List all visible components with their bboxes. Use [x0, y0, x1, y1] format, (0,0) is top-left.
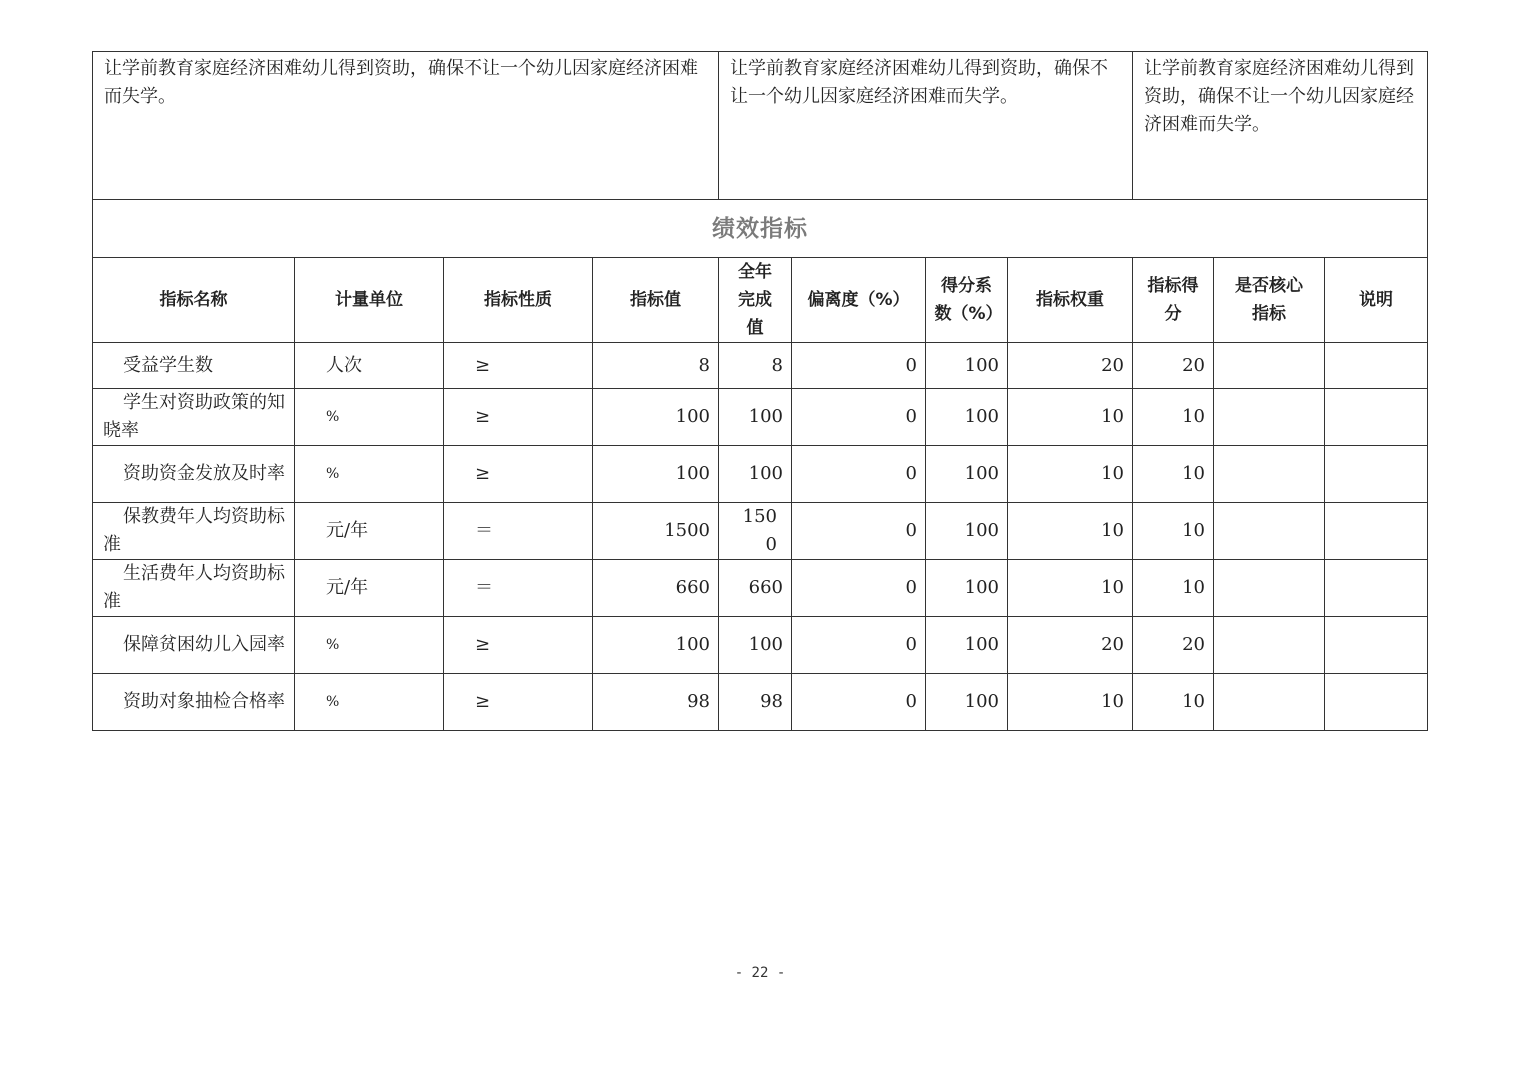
indicator-score: 10	[1133, 389, 1214, 446]
indicator-completed: 8	[719, 343, 792, 389]
header-weight: 指标权重	[1008, 258, 1133, 343]
indicator-unit: 元/年	[295, 503, 444, 560]
indicator-score: 10	[1133, 446, 1214, 503]
indicator-name: 资助对象抽检合格率	[93, 674, 295, 731]
indicator-coefficient: 100	[926, 674, 1008, 731]
indicator-value: 98	[593, 674, 719, 731]
indicator-nature: ＝	[444, 503, 593, 560]
table-row	[93, 674, 1428, 731]
table-row	[93, 343, 1428, 389]
indicator-coefficient: 100	[926, 503, 1008, 560]
header-coefficient: 得分系数（%）	[926, 258, 1008, 343]
indicator-note	[1325, 446, 1428, 503]
indicator-weight: 10	[1008, 674, 1133, 731]
table-row	[93, 503, 1428, 560]
page-number: - 22 -	[734, 965, 786, 981]
indicator-score: 10	[1133, 560, 1214, 617]
indicator-completed: 98	[719, 674, 792, 731]
indicator-coefficient: 100	[926, 560, 1008, 617]
table-row	[93, 446, 1428, 503]
indicator-core	[1214, 446, 1325, 503]
indicator-unit: %	[295, 617, 444, 674]
indicator-completed: 1500	[719, 503, 792, 560]
indicator-score: 10	[1133, 674, 1214, 731]
indicator-score: 20	[1133, 617, 1214, 674]
indicator-coefficient: 100	[926, 343, 1008, 389]
indicator-unit: 元/年	[295, 560, 444, 617]
performance-table	[92, 51, 1428, 731]
indicator-weight: 20	[1008, 343, 1133, 389]
indicator-unit: 人次	[295, 343, 444, 389]
indicator-weight: 10	[1008, 389, 1133, 446]
indicator-value: 1500	[593, 503, 719, 560]
indicator-nature: ≥	[444, 343, 593, 389]
goal-text-1: 让学前教育家庭经济困难幼儿得到资助，确保不让一个幼儿因家庭经济困难而失学。	[93, 52, 719, 200]
indicator-core	[1214, 503, 1325, 560]
indicator-weight: 10	[1008, 560, 1133, 617]
indicator-deviation: 0	[792, 617, 926, 674]
indicator-note	[1325, 560, 1428, 617]
indicator-value: 100	[593, 446, 719, 503]
indicator-name: 学生对资助政策的知晓率	[93, 389, 295, 446]
indicator-core	[1214, 389, 1325, 446]
indicator-name: 生活费年人均资助标准	[93, 560, 295, 617]
indicator-core	[1214, 343, 1325, 389]
indicator-deviation: 0	[792, 389, 926, 446]
indicator-core	[1214, 560, 1325, 617]
indicator-nature: ＝	[444, 560, 593, 617]
indicator-note	[1325, 674, 1428, 731]
header-nature: 指标性质	[444, 258, 593, 343]
indicator-unit: %	[295, 389, 444, 446]
indicator-nature: ≥	[444, 389, 593, 446]
indicator-completed: 100	[719, 617, 792, 674]
header-note: 说明	[1325, 258, 1428, 343]
indicator-note	[1325, 503, 1428, 560]
table-row	[93, 617, 1428, 674]
goal-text-3: 让学前教育家庭经济困难幼儿得到资助，确保不让一个幼儿因家庭经济困难而失学。	[1133, 52, 1428, 200]
header-name: 指标名称	[93, 258, 295, 343]
indicator-value: 8	[593, 343, 719, 389]
indicator-score: 20	[1133, 343, 1214, 389]
indicator-deviation: 0	[792, 674, 926, 731]
header-core: 是否核心指标	[1214, 258, 1325, 343]
indicator-coefficient: 100	[926, 446, 1008, 503]
indicator-unit: %	[295, 674, 444, 731]
section-row	[93, 200, 1428, 258]
indicator-nature: ≥	[444, 617, 593, 674]
indicator-value: 100	[593, 617, 719, 674]
indicator-coefficient: 100	[926, 389, 1008, 446]
indicator-weight: 10	[1008, 503, 1133, 560]
indicator-note	[1325, 617, 1428, 674]
indicator-deviation: 0	[792, 446, 926, 503]
header-deviation: 偏离度（%）	[792, 258, 926, 343]
indicator-weight: 20	[1008, 617, 1133, 674]
indicator-deviation: 0	[792, 560, 926, 617]
indicator-note	[1325, 343, 1428, 389]
indicator-completed: 100	[719, 389, 792, 446]
section-title: 绩效指标	[93, 200, 1428, 258]
header-completed: 全年完成值	[719, 258, 792, 343]
indicator-name: 保教费年人均资助标准	[93, 503, 295, 560]
indicator-note	[1325, 389, 1428, 446]
indicator-deviation: 0	[792, 503, 926, 560]
indicator-name: 资助资金发放及时率	[93, 446, 295, 503]
indicator-value: 660	[593, 560, 719, 617]
indicator-completed: 660	[719, 560, 792, 617]
indicator-core	[1214, 674, 1325, 731]
indicator-name: 保障贫困幼儿入园率	[93, 617, 295, 674]
header-row	[93, 258, 1428, 343]
indicator-name: 受益学生数	[93, 343, 295, 389]
goals-row	[93, 52, 1428, 200]
indicator-unit: %	[295, 446, 444, 503]
indicator-weight: 10	[1008, 446, 1133, 503]
table-row	[93, 560, 1428, 617]
indicator-nature: ≥	[444, 674, 593, 731]
indicator-coefficient: 100	[926, 617, 1008, 674]
indicator-score: 10	[1133, 503, 1214, 560]
header-value: 指标值	[593, 258, 719, 343]
header-unit: 计量单位	[295, 258, 444, 343]
indicator-deviation: 0	[792, 343, 926, 389]
indicator-value: 100	[593, 389, 719, 446]
indicator-nature: ≥	[444, 446, 593, 503]
table-row	[93, 389, 1428, 446]
indicator-completed: 100	[719, 446, 792, 503]
goal-text-2: 让学前教育家庭经济困难幼儿得到资助，确保不让一个幼儿因家庭经济困难而失学。	[719, 52, 1133, 200]
header-score: 指标得分	[1133, 258, 1214, 343]
indicator-core	[1214, 617, 1325, 674]
